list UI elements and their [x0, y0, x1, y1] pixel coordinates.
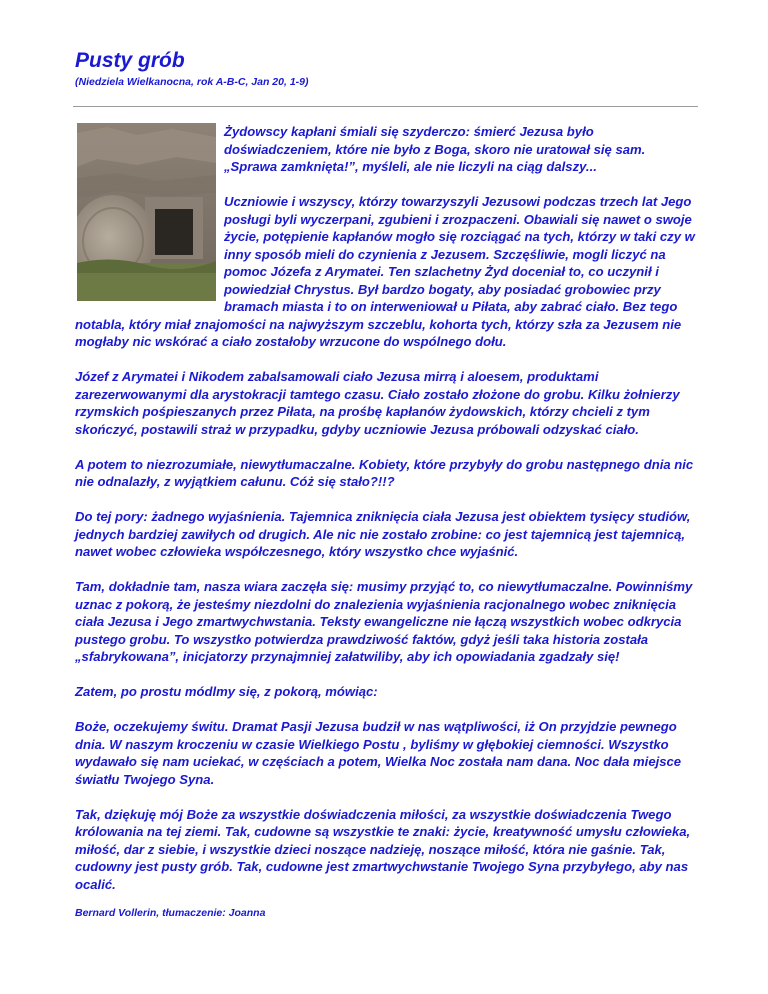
paragraph: Tak, dziękuję mój Boże za wszystkie doświadczenia miłości, za wszystkie doświadczenia Twego królowania na tej ziemi. Tak, cudowne są wszystkie te znaki: życie, kreatywność umysłu człowieka, miłość, dar z siebie, i wszystkie dzieci noszące nadzieję, noszące miłość, która nie gaśnie. Tak, cudowny jest pusty grób. Tak, cudowne jest zmartwychwstanie Twojego Syna przybyłego, aby nas ocalić.: [75, 806, 691, 892]
paragraph: A potem to niezrozumiałe, niewytłumaczalne. Kobiety, które przybyły do grobu następnego dnia nic nie odnalazły, z wyjątkiem całunu. Cóż się stało?!!?: [75, 456, 694, 489]
paragraph: Józef z Arymatei i Nikodem zabalsamowali ciało Jezusa mirrą i aloesem, produktami zarezerwowanymi dla arystokracji tamtego czasu. Ciało zostało złożone do grobu. Kilku żołnierzy rzymskich pośpieszanych przez Piłata, na prośbę kapłanów żydowskich, którzy chcieli z tym skończyć, postawili straż w przypadku, gdyby uczniowie Jezusa próbowali odzyskać ciało.: [75, 369, 680, 437]
author-credit: Bernard Vollerin, tłumaczenie: Joanna: [75, 906, 266, 919]
page-subtitle: (Niedziela Wielkanocna, rok A-B-C, Jan 20, 1-9): [75, 76, 309, 88]
paragraph: Boże, oczekujemy świtu. Dramat Pasji Jezusa budził w nas wątpliwości, iż On przyjdzie pewnego dnia. W naszym kroczeniu w czasie Wielkiego Postu , byliśmy w głębokiej ciemności. Wszystko wydawało się nam uciekać, w częściach a potem, Wielka Noc została nam dana. Noc dała miejsce światłu Twojego Syna.: [75, 719, 682, 787]
article-body: [75, 123, 700, 920]
paragraph: Tam, dokładnie tam, nasza wiara zaczęła się: musimy przyjąć to, co niewytłumaczalne. Powinniśmy uznac z pokorą, że jesteśmy niezdolni do znalezienia wyjaśnienia racjonalnego wobec zniknięcia ciała Jezusa i Jego zmartwychwstania. Teksty ewangeliczne nie łączą wszystkich wobec odkrycia pustego grobu. To wszystko potwierdza prawdziwość faktów, gdyż jeśli taka historia została „sfabrykowana”, inicjatorzy przynajmniej załatwiliby, aby ich opowiadania zgadzały się!: [75, 579, 693, 664]
tomb-photo-icon: [77, 123, 216, 301]
paragraph: Uczniowie i wszyscy, którzy towarzyszyli Jezusowi podczas trzech lat Jego posługi byli wyczerpani, zgubieni i zrozpaczeni. Obawiali się nawet o swoje życie, potępienie kapłanów mogło się rozciągać na tych, którzy w taki czy w inny sposób mieli do czynienia z Jezusem. Szczęśliwie, mogli liczyć na pomoc Józefa z Arymatei. Ten szlachetny Żyd doceniał to, co uczynił i powiedział Chrystus. Był bardzo bogaty, aby posiadać grobowiec przy bramach miasta i to on interweniował u Piłata, aby zabrać ciało. Bez tego notabla, który miał znajomości na najwyższym szczeblu, kohorta tych, którzy szła za Jezusem nie mogłaby nic wskórać a ciało zostałoby wrzucone do wspólnego dołu.: [75, 194, 695, 349]
paragraph: Zatem, po prostu módlmy się, z pokorą, mówiąc:: [75, 684, 378, 699]
page-title: Pusty grób: [75, 49, 185, 72]
paragraph: Do tej pory: żadnego wyjaśnienia. Tajemnica zniknięcia ciała Jezusa jest obiektem tysięcy studiów, jednych bardziej zawiłych od drugich. Ale nic nie zostało zrobine: co jest tajemnicą jest tajemnicą, nawet wobec człowieka współczesnego, który wszystko chce wyjaśnić.: [75, 509, 691, 559]
paragraph: Żydowscy kapłani śmiali się szyderczo: śmierć Jezusa było doświadczeniem, które nie było z Boga, skoro nie uratował się sam. „Sprawa zamknięta!”, myśleli, ale nie liczyli na ciąg dalszy...: [224, 124, 646, 174]
document-page: [75, 48, 700, 920]
divider: [73, 106, 698, 107]
